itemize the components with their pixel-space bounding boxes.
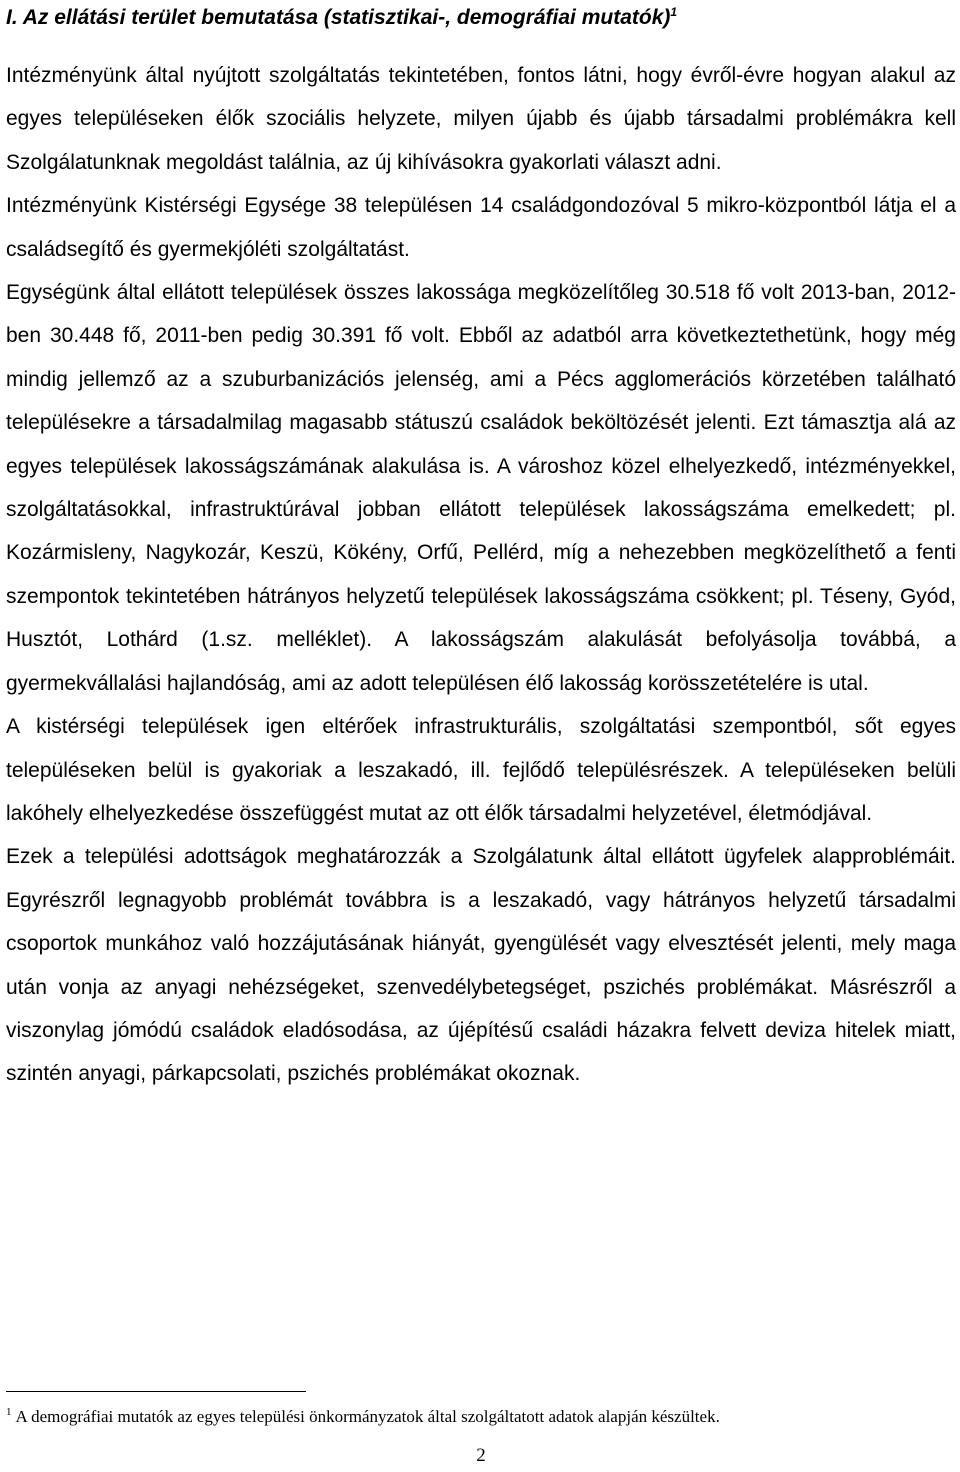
page-number: 2 <box>476 1445 486 1466</box>
footnote-text: A demográfiai mutatók az egyes települési önkormányzatok által szolgáltatott adatok alapján készültek. <box>15 1407 720 1426</box>
footnote <box>6 1400 956 1434</box>
paragraph-infrastruktura: A kistérségi települések igen eltérőek infrastrukturális, szolgáltatási szempontból, sőt egyes településeken belül is gyakoriak a leszakadó, ill. fejlődő településrészek. A településeken belüli lakóhely elhelyezkedése összefüggést mutat az ott élők társadalmi helyzetével, életmódjával. <box>6 715 956 825</box>
paragraph-kisterseg: Intézményünk Kistérségi Egysége 38 településen 14 családgondozóval 5 mikro-központból látja el a családsegítő és gyermekjóléti szolgáltatást. <box>6 194 956 261</box>
footnote-reference: 1 <box>670 5 678 19</box>
body-text <box>6 54 956 1096</box>
document-page <box>6 0 956 1472</box>
footnote-marker: 1 <box>6 1406 12 1419</box>
footnote-separator <box>6 1391 306 1392</box>
paragraph-alapproblemak: Ezek a települési adottságok meghatározzák a Szolgálatunk által ellátott ügyfelek alapproblémáit. Egyrészről legnagyobb problémát továbbra is a leszakadó, vagy hátrányos helyzetű társadalmi csoportok munkához való hozzájutásának hiányát, gyengülését vagy elvesztését jelenti, mely maga után vonja az anyagi nehézségeket, szenvedélybetegséget, pszichés problémákat. Másrészről a viszonylag jómódú családok eladósodása, az újépítésű családi házakra felvett deviza hitelek miatt, szintén anyagi, párkapcsolati, pszichés problémákat okoznak. <box>6 845 956 1086</box>
section-heading <box>6 2 677 34</box>
paragraph-lakossag: Egységünk által ellátott települések összes lakossága megközelítőleg 30.518 fő volt 2013-ban, 2012-ben 30.448 fő, 2011-ben pedig 30.391 fő volt. Ebből az adatból arra következtethetünk, hogy még mindig jellemző az a szuburbanizációs jelenség, ami a Pécs agglomerációs körzetében található településekre a társadalmilag magasabb státuszú családok beköltözését jelenti. Ezt támasztja alá az egyes települések lakosságszámának alakulása is. A városhoz közel elhelyezkedő, intézményekkel, szolgáltatásokkal, infrastruktúrával jobban ellátott települések lakosságszáma emelkedett; pl. Kozármisleny, Nagykozár, Keszü, Kökény, Orfű, Pellérd, míg a nehezebben megközelíthető a fenti szempontok tekintetében hátrányos helyzetű települések lakosságszáma csökkent; pl. Téseny, Gyód, Husztót, Lothárd (1.sz. melléklet). A lakosságszám alakulását befolyásolja továbbá, a gyermekvállalási hajlandóság, ami az adott településen élő lakosság korösszetételére is utal. <box>6 281 956 695</box>
section-heading-text: I. Az ellátási terület bemutatása (statisztikai-, demográfiai mutatók) <box>6 6 671 29</box>
paragraph-intro: Intézményünk által nyújtott szolgáltatás tekintetében, fontos látni, hogy évről-évre hogyan alakul az egyes településeken élők szociális helyzete, milyen újabb és újabb társadalmi problémákra kell Szolgálatunknak megoldást találnia, az új kihívásokra gyakorlati választ adni. <box>6 64 956 174</box>
